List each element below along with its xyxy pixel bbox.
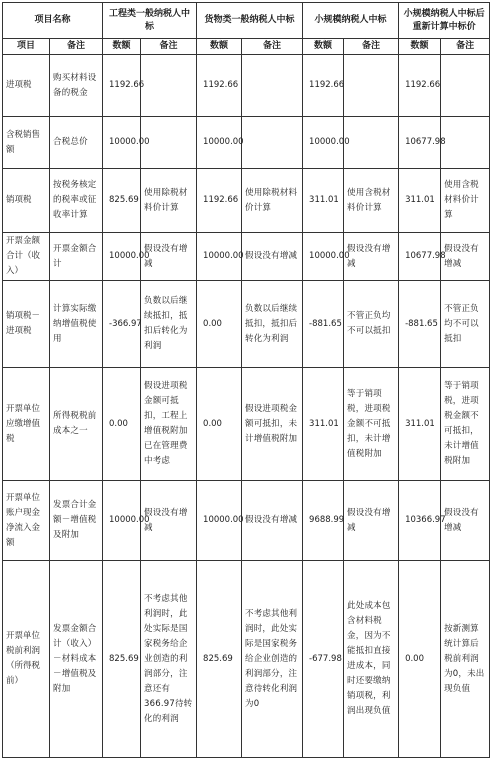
amount-cell: 0.00 bbox=[399, 561, 441, 758]
group-header-goods: 货物类一般纳税人中标 bbox=[197, 3, 303, 39]
row-item: 销项税 bbox=[3, 169, 50, 233]
amount-cell: 1192.66 bbox=[197, 55, 242, 117]
remark-cell bbox=[141, 55, 197, 117]
col-remark-header: 备注 bbox=[344, 39, 399, 55]
remark-cell: 此处成本包含材料税金，因为不能抵扣直接进成本，同时还要缴纳销项税，利润出现负值 bbox=[344, 561, 399, 758]
amount-cell: -366.97 bbox=[103, 281, 141, 368]
amount-cell: 0.00 bbox=[103, 368, 141, 481]
group-header-engineering: 工程类一般纳税人中标 bbox=[103, 3, 197, 39]
amount-cell: 1192.66 bbox=[303, 55, 344, 117]
amount-cell: 10677.98 bbox=[399, 233, 441, 281]
table-row bbox=[3, 55, 490, 117]
table-row bbox=[3, 169, 490, 233]
remark-cell bbox=[242, 117, 303, 169]
remark-cell: 使用含税材料价计算 bbox=[344, 169, 399, 233]
remark-cell: 不考虑其他利润时，此处实际是国家税务给企业创造的利润部分，注意还有366.97待转化的利润 bbox=[141, 561, 197, 758]
group-header-small-scale: 小规模纳税人中标 bbox=[303, 3, 399, 39]
col-item-header: 项目 bbox=[3, 39, 50, 55]
amount-cell: 9688.99 bbox=[303, 481, 344, 561]
amount-cell: 1192.66 bbox=[103, 55, 141, 117]
remark-cell: 不管正负均不可以抵扣 bbox=[441, 281, 490, 368]
remark-cell: 假设没有增减 bbox=[242, 481, 303, 561]
col-remark-header: 备注 bbox=[441, 39, 490, 55]
remark-cell: 假设进项税金额可抵扣，未计增值税附加 bbox=[242, 368, 303, 481]
amount-cell: 10000.00 bbox=[103, 481, 141, 561]
amount-cell: 10366.97 bbox=[399, 481, 441, 561]
remark-cell: 假设没有增减 bbox=[344, 233, 399, 281]
col-note-header: 备注 bbox=[50, 39, 103, 55]
amount-cell: 311.01 bbox=[303, 368, 344, 481]
table-row bbox=[3, 281, 490, 368]
remark-cell: 等于销项税，进项税金额不可抵扣，未计增值税附加 bbox=[344, 368, 399, 481]
amount-cell: -881.65 bbox=[303, 281, 344, 368]
remark-cell: 使用除税材料价计算 bbox=[242, 169, 303, 233]
remark-cell bbox=[441, 55, 490, 117]
table-row bbox=[3, 117, 490, 169]
remark-cell: 假设没有增减 bbox=[141, 481, 197, 561]
remark-cell: 假设进项税金额可抵扣，工程上增值税附加已在管理费中考虑 bbox=[141, 368, 197, 481]
remark-cell: 使用除税材料价计算 bbox=[141, 169, 197, 233]
remark-cell: 负数以后继续抵扣，抵扣后转化为利润 bbox=[141, 281, 197, 368]
remark-cell: 假设没有增减 bbox=[441, 481, 490, 561]
amount-cell: 10000.00 bbox=[303, 233, 344, 281]
amount-cell: 311.01 bbox=[303, 169, 344, 233]
row-item: 开票单位税前利润（所得税前） bbox=[3, 561, 50, 758]
remark-cell: 按新测算统计算后税前利润为0，未出现负值 bbox=[441, 561, 490, 758]
remark-cell: 不考虑其他利润时，此处实际是国家税务给企业创造的利润部分，注意待转化利润为0 bbox=[242, 561, 303, 758]
row-note: 发票金额合计（收入）－材料成本－增值税及附加 bbox=[50, 561, 103, 758]
col-amount-header: 数额 bbox=[303, 39, 344, 55]
table-row bbox=[3, 561, 490, 758]
amount-cell: 10000.00 bbox=[103, 117, 141, 169]
row-note: 按税务核定的税率或征收率计算 bbox=[50, 169, 103, 233]
amount-cell: 825.69 bbox=[103, 169, 141, 233]
col-amount-header: 数额 bbox=[103, 39, 141, 55]
tax-comparison-table bbox=[2, 2, 490, 758]
project-name-header: 项目名称 bbox=[3, 3, 103, 39]
amount-cell: 10000.00 bbox=[197, 481, 242, 561]
remark-cell: 假设没有增减 bbox=[141, 233, 197, 281]
remark-cell: 使用含税材料价计算 bbox=[441, 169, 490, 233]
table-row bbox=[3, 481, 490, 561]
remark-cell bbox=[242, 55, 303, 117]
row-item: 含税销售额 bbox=[3, 117, 50, 169]
row-item: 开票单位应缴增值税 bbox=[3, 368, 50, 481]
remark-cell: 等于销项税，进项税金额不可抵扣，未计增值税附加 bbox=[441, 368, 490, 481]
row-note: 计算实际缴纳增值税使用 bbox=[50, 281, 103, 368]
col-amount-header: 数额 bbox=[399, 39, 441, 55]
remark-cell: 假设没有增减 bbox=[441, 233, 490, 281]
amount-cell: -881.65 bbox=[399, 281, 441, 368]
remark-cell bbox=[344, 55, 399, 117]
group-header-small-scale-recalc: 小规模纳税人中标后重新计算中标价 bbox=[399, 3, 490, 39]
amount-cell: 10677.98 bbox=[399, 117, 441, 169]
amount-cell: 10000.00 bbox=[103, 233, 141, 281]
amount-cell: 0.00 bbox=[197, 368, 242, 481]
row-note: 购买材料设备的税金 bbox=[50, 55, 103, 117]
row-note: 合税总价 bbox=[50, 117, 103, 169]
subheader-row bbox=[3, 39, 490, 55]
amount-cell: 0.00 bbox=[197, 281, 242, 368]
remark-cell bbox=[344, 117, 399, 169]
amount-cell: 10000.00 bbox=[303, 117, 344, 169]
row-note: 发票合计金额－增值税及附加 bbox=[50, 481, 103, 561]
amount-cell: -677.98 bbox=[303, 561, 344, 758]
amount-cell: 825.69 bbox=[197, 561, 242, 758]
row-item: 开票金额合计（收入） bbox=[3, 233, 50, 281]
amount-cell: 311.01 bbox=[399, 169, 441, 233]
col-remark-header: 备注 bbox=[242, 39, 303, 55]
col-remark-header: 备注 bbox=[141, 39, 197, 55]
row-item: 进项税 bbox=[3, 55, 50, 117]
row-note: 所得税税前成本之一 bbox=[50, 368, 103, 481]
remark-cell: 假设没有增减 bbox=[242, 233, 303, 281]
row-note: 开票金额合计 bbox=[50, 233, 103, 281]
table-row bbox=[3, 233, 490, 281]
amount-cell: 1192.66 bbox=[399, 55, 441, 117]
header-row bbox=[3, 3, 490, 39]
amount-cell: 1192.66 bbox=[197, 169, 242, 233]
row-item: 销项税－进项税 bbox=[3, 281, 50, 368]
col-amount-header: 数额 bbox=[197, 39, 242, 55]
amount-cell: 311.01 bbox=[399, 368, 441, 481]
amount-cell: 10000.00 bbox=[197, 233, 242, 281]
remark-cell bbox=[441, 117, 490, 169]
remark-cell: 负数以后继续抵扣，抵扣后转化为利润 bbox=[242, 281, 303, 368]
amount-cell: 825.69 bbox=[103, 561, 141, 758]
row-item: 开票单位账户现金净流入金额 bbox=[3, 481, 50, 561]
table-row bbox=[3, 368, 490, 481]
amount-cell: 10000.00 bbox=[197, 117, 242, 169]
remark-cell: 假设没有增减 bbox=[344, 481, 399, 561]
remark-cell: 不管正负均不可以抵扣 bbox=[344, 281, 399, 368]
